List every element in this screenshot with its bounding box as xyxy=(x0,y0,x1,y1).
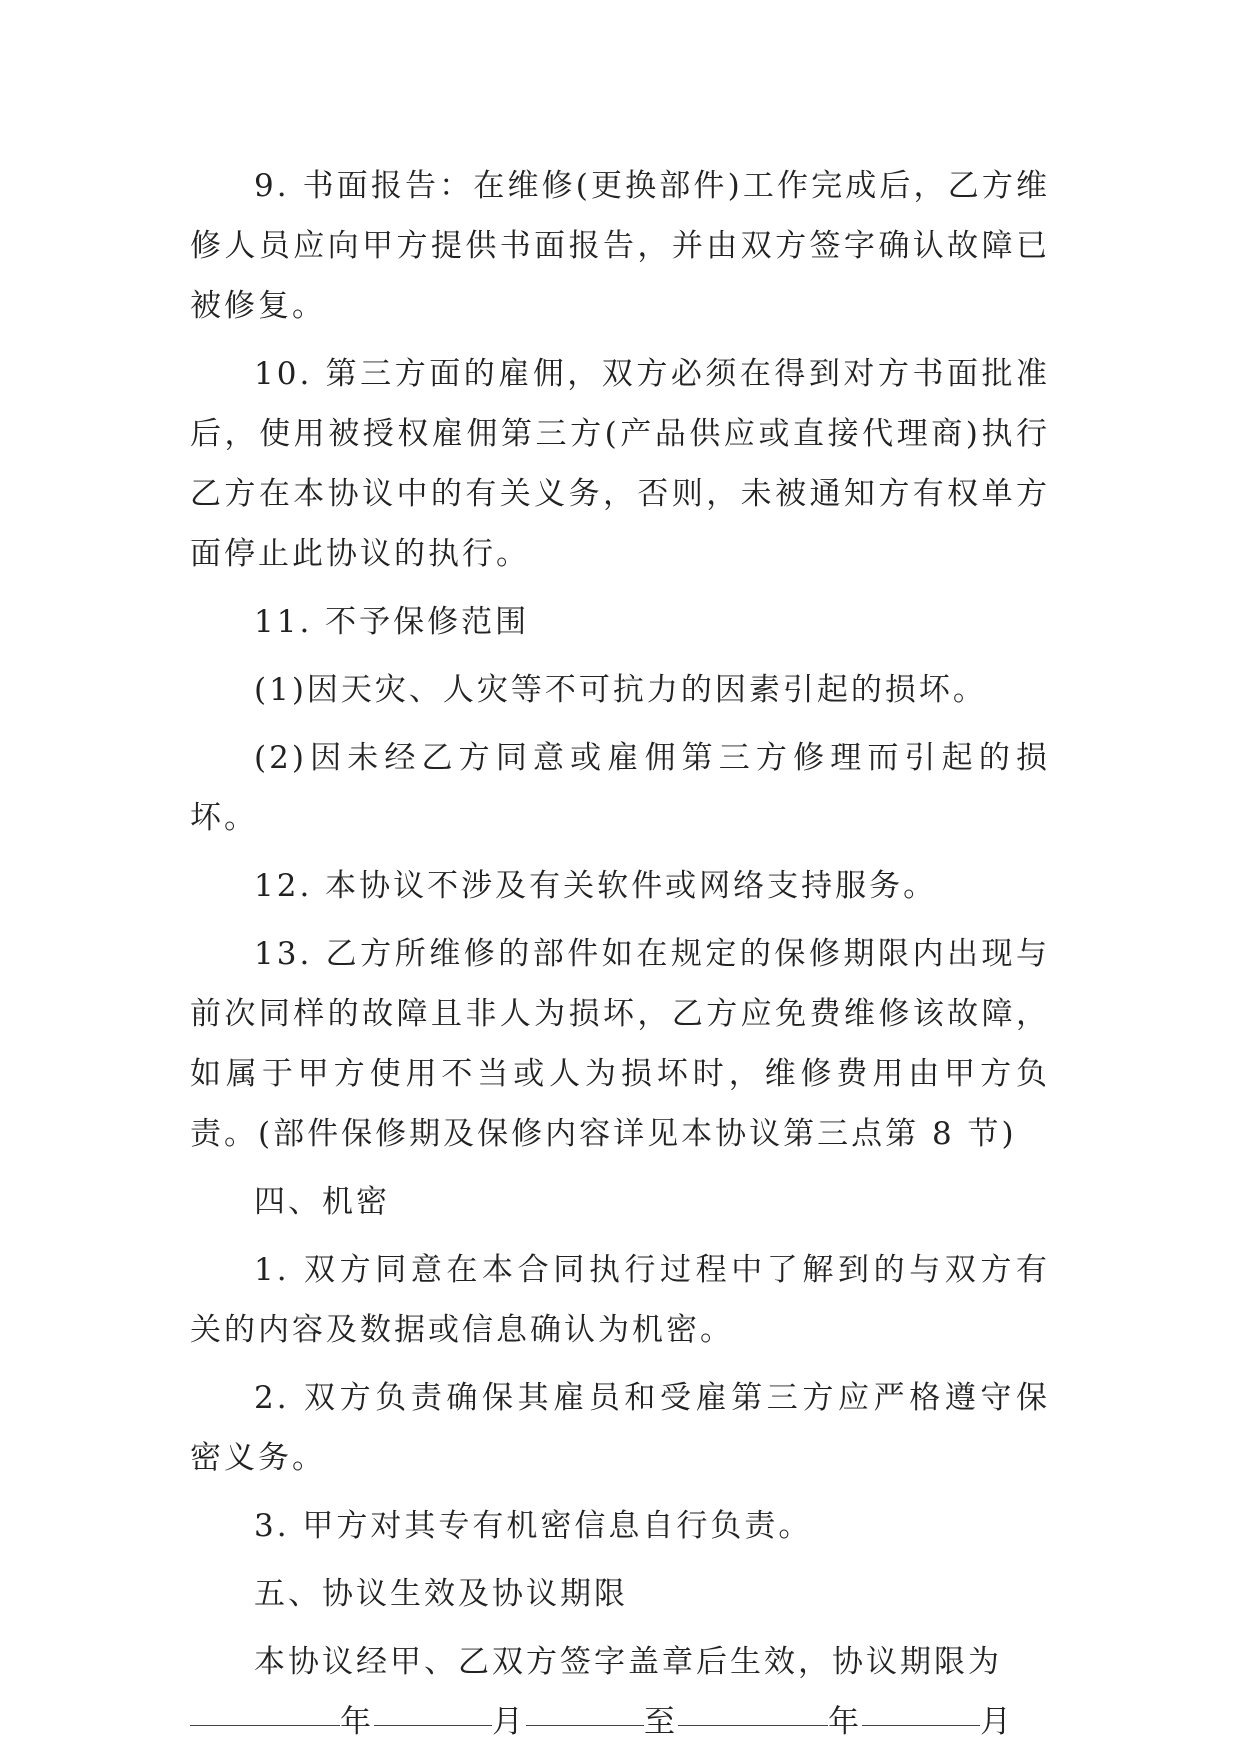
label-year-2: 年 xyxy=(828,1704,862,1740)
blank-start-year xyxy=(190,1724,340,1726)
section-4-heading: 四、机密 xyxy=(254,1184,390,1220)
clause-11-heading: 11. 不予保修范围 xyxy=(254,604,530,640)
clause-10-third-party-employment: 10. 第三方面的雇佣，双方必须在得到对方书面批准后，使用被授权雇佣第三方(产品供应或直接代理商)执行乙方在本协议中的有关义务，否则，未被通知方有权单方面停止此协议的执行。 xyxy=(190,356,1050,572)
clause-12: 12. 本协议不涉及有关软件或网络支持服务。 xyxy=(254,868,938,904)
term-date-line xyxy=(190,1692,1050,1752)
section-4-clause-1: 1. 双方同意在本合同执行过程中了解到的与双方有关的内容及数据或信息确认为机密。 xyxy=(190,1252,1050,1348)
clause-11-item-1: (1)因天灾、人灾等不可抗力的因素引起的损坏。 xyxy=(254,672,987,708)
blank-start-day xyxy=(526,1724,644,1726)
label-month-2: 月 xyxy=(980,1704,1014,1740)
section-4-clause-3: 3. 甲方对其专有机密信息自行负责。 xyxy=(254,1508,813,1544)
section-5-heading: 五、协议生效及协议期限 xyxy=(254,1576,628,1612)
label-year-1: 年 xyxy=(340,1704,374,1740)
section-4-clause-2: 2. 双方负责确保其雇员和受雇第三方应严格遵守保密义务。 xyxy=(190,1380,1050,1476)
clause-9-written-report: 9. 书面报告：在维修(更换部件)工作完成后，乙方维修人员应向甲方提供书面报告，并由双方签字确认故障已被修复。 xyxy=(190,168,1050,324)
label-month-1: 月 xyxy=(492,1704,526,1740)
blank-end-year xyxy=(678,1724,828,1726)
blank-start-month xyxy=(374,1724,492,1726)
clause-13: 13. 乙方所维修的部件如在规定的保修期限内出现与前次同样的故障且非人为损坏，乙方应免费维修该故障，如属于甲方使用不当或人为损坏时，维修费用由甲方负责。(部件保修期及保修内容详见本协议第三点第 8 节) xyxy=(190,936,1050,1152)
document-page xyxy=(190,156,1050,1752)
blank-end-month xyxy=(862,1724,980,1726)
section-5-text: 本协议经甲、乙双方签字盖章后生效，协议期限为 xyxy=(254,1644,1002,1680)
label-to: 至 xyxy=(644,1704,678,1740)
clause-11-item-2: (2)因未经乙方同意或雇佣第三方修理而引起的损坏。 xyxy=(190,740,1050,836)
